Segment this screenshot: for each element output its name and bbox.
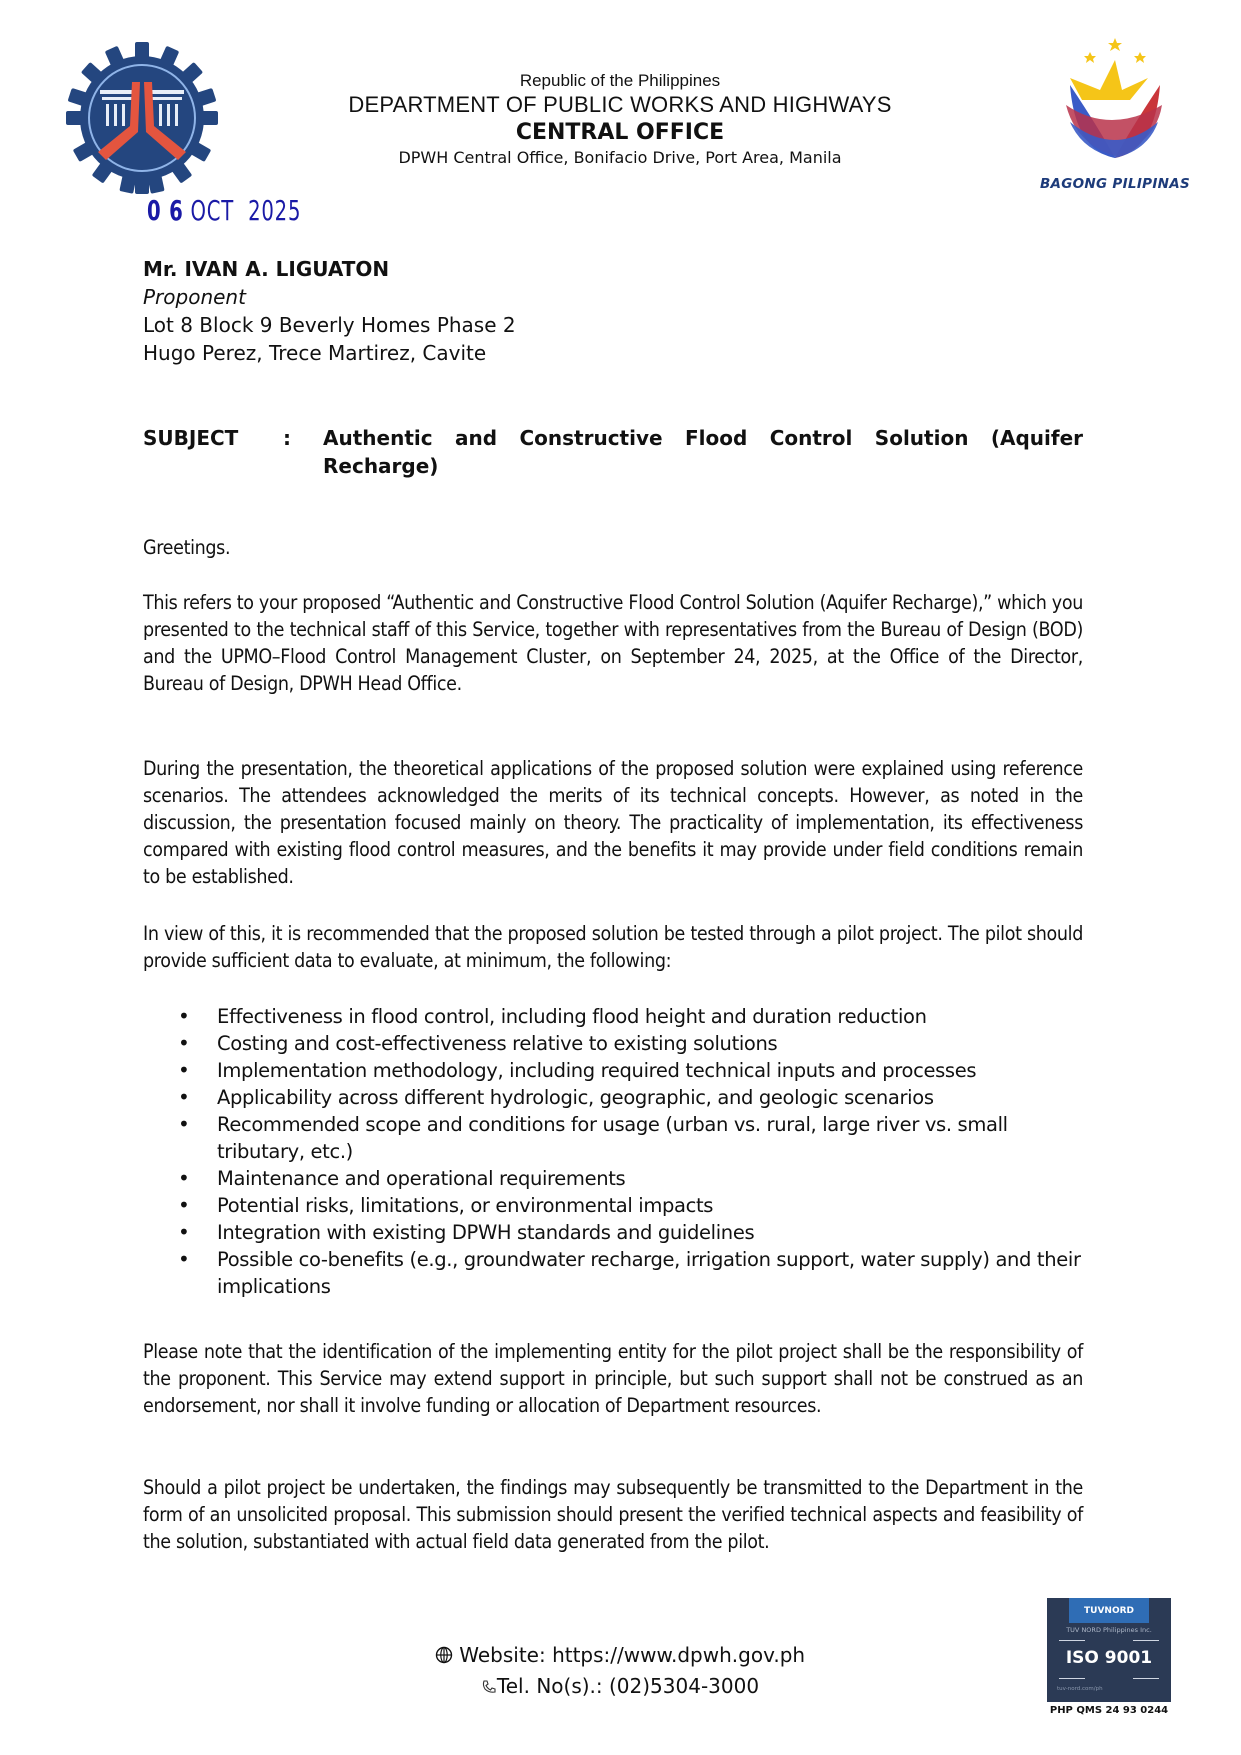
greeting: Greetings. xyxy=(143,536,231,559)
dpwh-seal-logo xyxy=(64,40,220,196)
paragraph-recommendation: In view of this, it is recommended that the proposed solution be tested through a pilot project. The pilot should provide sufficient data to evaluate, at minimum, the following: xyxy=(143,922,1083,972)
phone-icon xyxy=(481,1679,497,1695)
footer-contact xyxy=(360,1640,880,1702)
list-item: • Maintenance and operational requirements xyxy=(178,1165,1083,1192)
stamp-month-year: OCT 2025 xyxy=(190,194,302,227)
phone-number: Tel. No(s).: (02)5304-3000 xyxy=(496,1674,760,1698)
list-item: • Potential risks, limitations, or environmental impacts xyxy=(178,1192,1083,1219)
tuv-nord-brand: TUVNORD xyxy=(1069,1598,1149,1623)
subject-value xyxy=(323,424,1083,480)
website-link[interactable]: Website: https://www.dpwh.gov.ph xyxy=(459,1643,806,1667)
divider xyxy=(1059,1678,1085,1679)
bagong-pilipinas-emblem-icon xyxy=(1030,30,1200,170)
list-item: • Integration with existing DPWH standards and guidelines xyxy=(178,1219,1083,1246)
evaluation-criteria-list xyxy=(178,1003,1083,1300)
iso-certification-badge xyxy=(1047,1598,1171,1702)
stamp-day: 0 6 xyxy=(147,194,184,227)
phone-line xyxy=(360,1671,880,1702)
subject-line2: Recharge) xyxy=(323,454,439,478)
department-name: DEPARTMENT OF PUBLIC WORKS AND HIGHWAYS xyxy=(348,92,892,117)
website-line xyxy=(360,1640,880,1671)
gear-seal-icon xyxy=(64,40,220,196)
bagong-pilipinas-label: BAGONG PILIPINAS xyxy=(1039,176,1191,192)
office-name: CENTRAL OFFICE xyxy=(515,120,725,145)
list-item: • Costing and cost-effectiveness relative to existing solutions xyxy=(178,1030,1083,1057)
bagong-pilipinas-logo xyxy=(1030,30,1200,200)
globe-icon xyxy=(435,1646,453,1664)
paragraph-presentation: During the presentation, the theoretical applications of the proposed solution were explained using reference scenarios. The attendees acknowledged the merits of its technical concepts. However, as noted in the discussion, the presentation focused mainly on theory. The practicality of implementation, its effectiveness compared with existing flood control measures, and the benefits it may provide under field conditions remain to be established. xyxy=(143,757,1083,888)
subject-line1: Authentic and Constructive Flood Control Solution (Aquifer xyxy=(323,426,1083,450)
divider xyxy=(1133,1640,1159,1641)
certification-code: PHP QMS 24 93 0244 xyxy=(1049,1705,1169,1716)
list-item: • Applicability across different hydrologic, geographic, and geologic scenarios xyxy=(178,1084,1083,1111)
list-item: • Recommended scope and conditions for usage (urban vs. rural, large river vs. small tributary, etc.) xyxy=(178,1111,1083,1165)
list-item: • Possible co-benefits (e.g., groundwater recharge, irrigation support, water supply) and their implications xyxy=(178,1246,1083,1300)
subject-separator: : xyxy=(283,426,291,450)
list-item: • Effectiveness in flood control, including flood height and duration reduction xyxy=(178,1003,1083,1030)
paragraph-reference: This refers to your proposed “Authentic and Constructive Flood Control Solution (Aquifer Recharge),” which you presented to the technical staff of this Service, together with representatives from the Bureau of Design (BOD) and the UPMO–Flood Control Management Cluster, on September 24, 2025, at the Office of the Director, Bureau of Design, DPWH Head Office. xyxy=(143,591,1083,695)
republic-line: Republic of the Philippines xyxy=(519,71,721,90)
divider xyxy=(1059,1640,1085,1641)
divider xyxy=(1133,1678,1159,1679)
addressee-address-line2: Hugo Perez, Trece Martirez, Cavite xyxy=(143,341,487,365)
letterhead xyxy=(300,70,940,169)
paragraph-implementing-entity: Please note that the identification of the implementing entity for the pilot project shall be the responsibility of the proponent. This Service may extend support in principle, but such support shall not be construed as an endorsement, nor shall it involve funding or allocation of Department resources. xyxy=(143,1340,1083,1417)
certification-note: tuv-nord.com/ph xyxy=(1057,1686,1103,1692)
subject-label: SUBJECT xyxy=(143,426,239,450)
addressee-block xyxy=(143,255,516,367)
addressee-address-line1: Lot 8 Block 9 Beverly Homes Phase 2 xyxy=(143,313,516,337)
iso-standard: ISO 9001 xyxy=(1065,1648,1153,1668)
certification-issuer: TUV NORD Philippines Inc. xyxy=(1066,1626,1152,1634)
addressee-name: Mr. IVAN A. LIGUATON xyxy=(143,257,390,281)
addressee-role: Proponent xyxy=(143,285,246,309)
paragraph-findings: Should a pilot project be undertaken, the findings may subsequently be transmitted to the Department in the form of an unsolicited proposal. This submission should present the verified technical aspects and feasibility of the solution, substantiated with actual field data generated from the pilot. xyxy=(143,1476,1083,1553)
office-address: DPWH Central Office, Bonifacio Drive, Port Area, Manila xyxy=(398,148,842,167)
received-date-stamp xyxy=(147,194,301,228)
list-item: • Implementation methodology, including required technical inputs and processes xyxy=(178,1057,1083,1084)
